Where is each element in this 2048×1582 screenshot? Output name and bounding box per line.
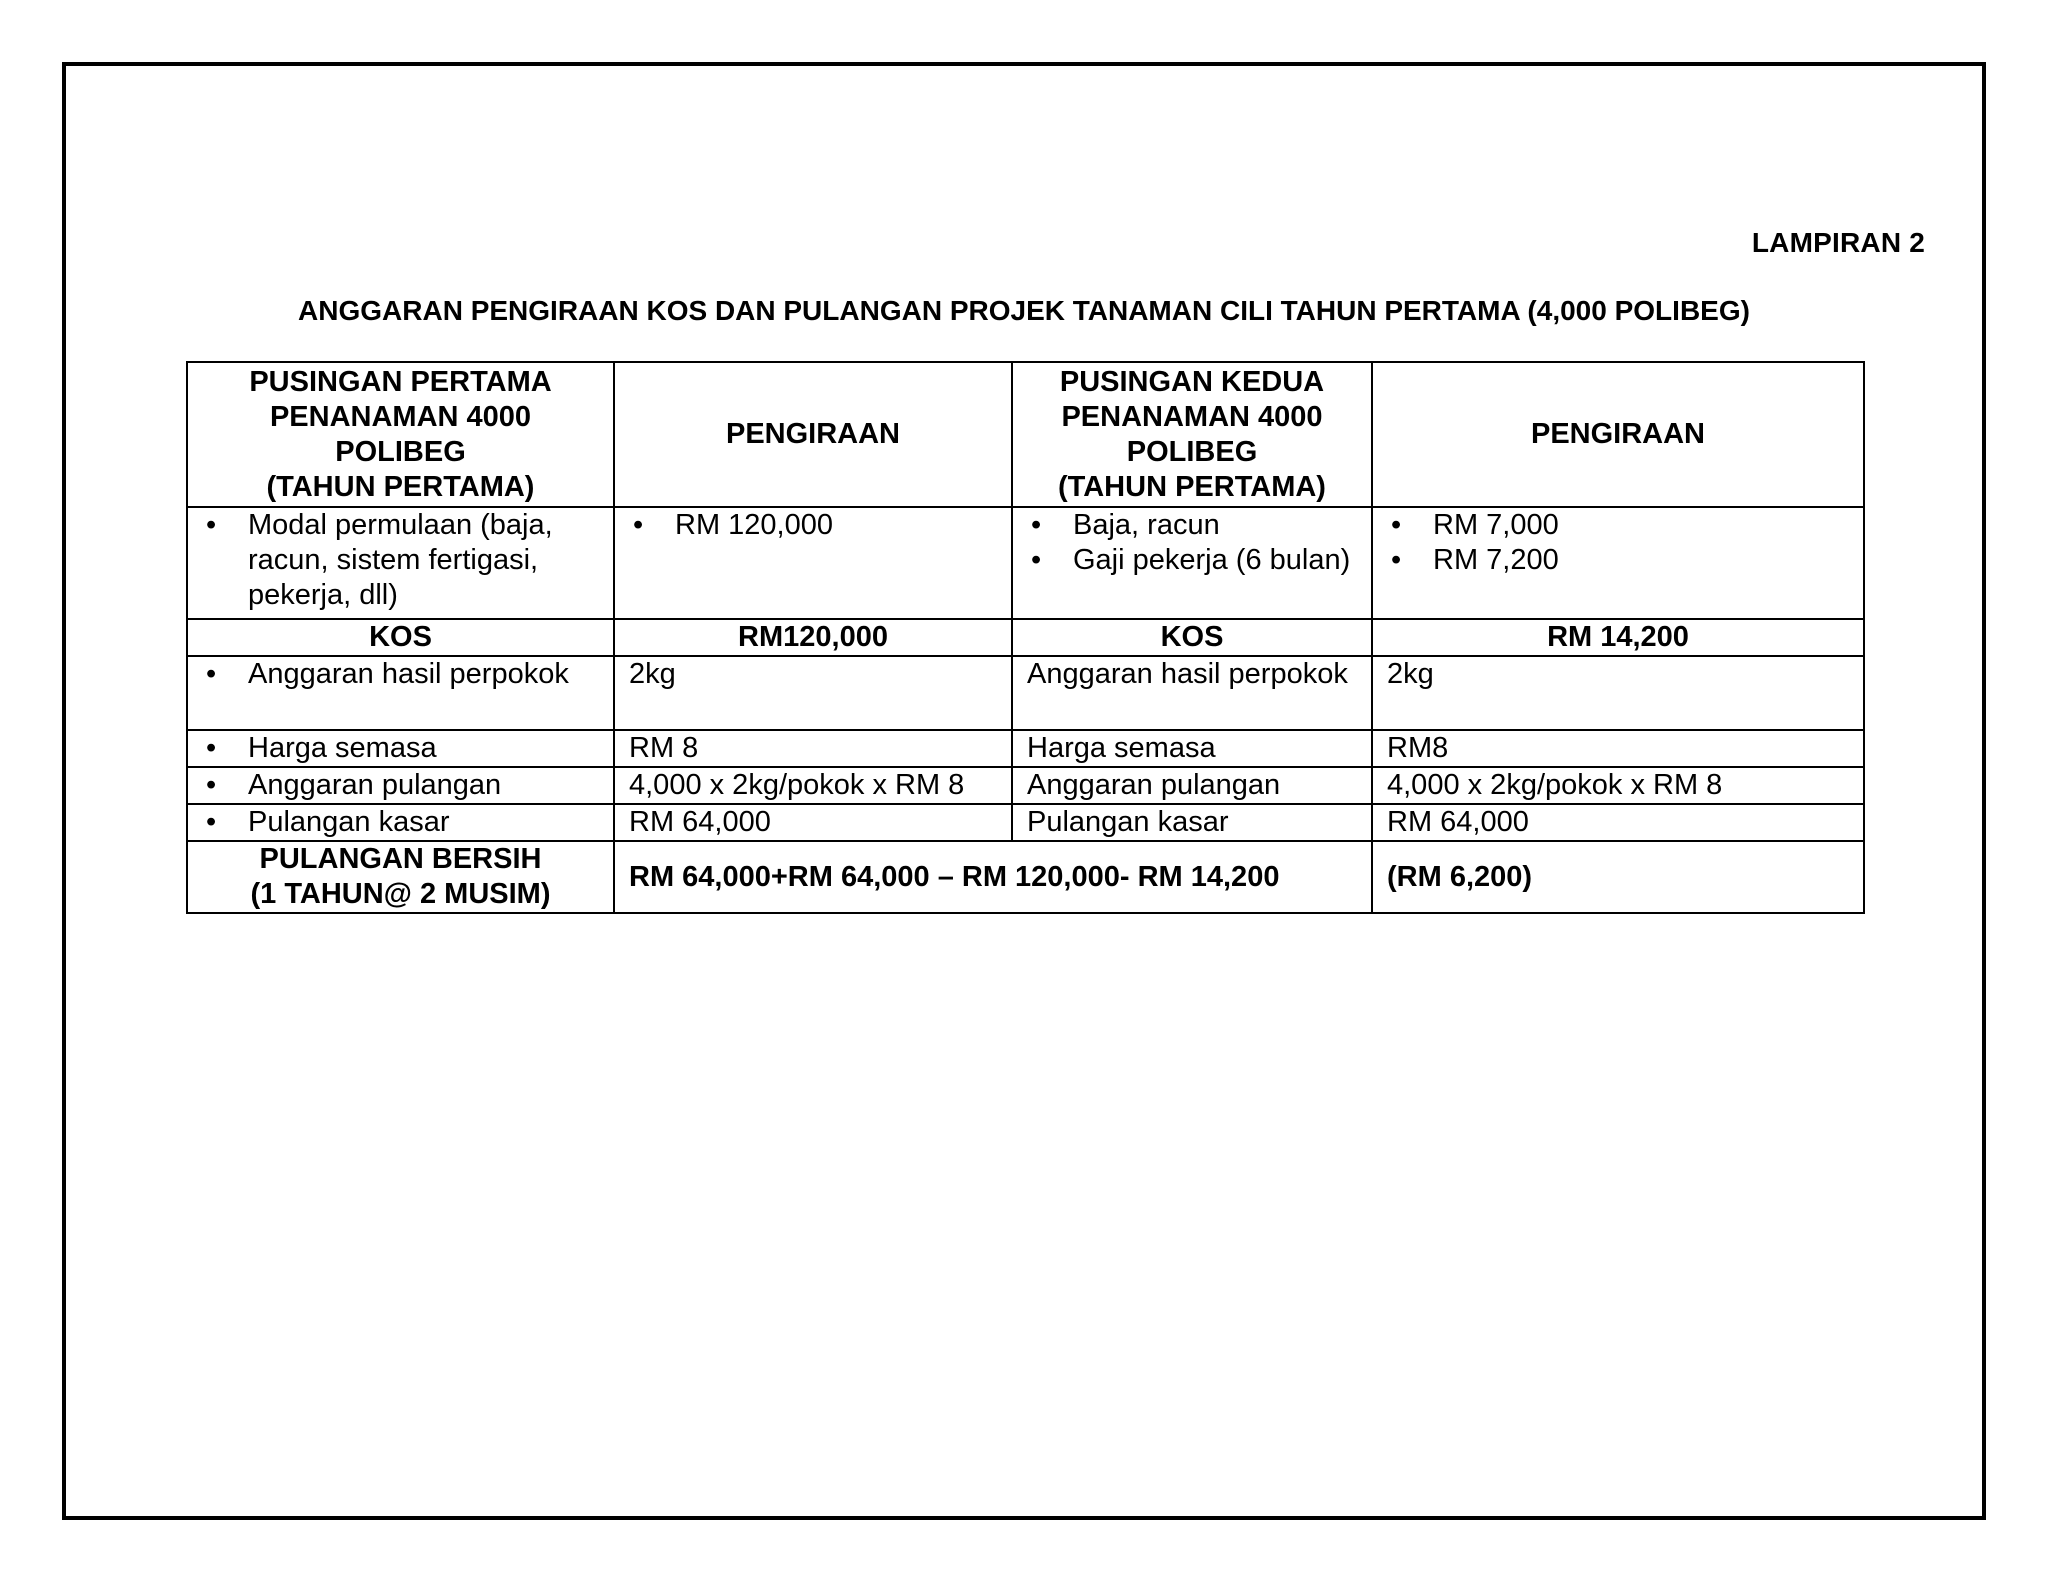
header-first-cycle-line: PENANAMAN 4000 (269, 400, 532, 433)
header-first-cycle (187, 362, 614, 507)
cost-return-table (186, 361, 1865, 914)
list-item: • Harga semasa (206, 732, 437, 764)
net-label-line: PULANGAN BERSIH (259, 843, 542, 875)
price-label-1 (187, 730, 614, 767)
net-label (187, 841, 614, 913)
cost-label-2: KOS (1012, 619, 1372, 656)
bullet-icon: • (1391, 509, 1402, 541)
list-item: • RM 7,200 (1391, 544, 1559, 576)
bullet-icon: • (633, 509, 644, 541)
header-first-cycle-line: POLIBEG (335, 435, 466, 468)
price-value-1: RM 8 (614, 730, 1012, 767)
header-calculation-1: PENGIRAAN (614, 362, 1012, 507)
list-item: • Anggaran pulangan (206, 769, 502, 801)
bullet-icon: • (1031, 509, 1042, 541)
bullet-icon: • (1031, 544, 1042, 576)
capital-cell-second-cycle (1012, 507, 1372, 619)
gross-value-2: RM 64,000 (1372, 804, 1864, 841)
list-item: • Anggaran hasil perpokok (206, 658, 569, 690)
capital-cell-first-cycle (187, 507, 614, 619)
estimate-label-1 (187, 767, 614, 804)
bullet-icon: • (206, 769, 217, 801)
header-first-cycle-line: (TAHUN PERTAMA) (266, 470, 535, 503)
list-item: • RM 120,000 (633, 509, 833, 541)
header-second-cycle-line: PUSINGAN KEDUA (1059, 365, 1325, 398)
net-calculation: RM 64,000+RM 64,000 – RM 120,000- RM 14,200 (614, 841, 1372, 913)
estimate-label-2: Anggaran pulangan (1012, 767, 1372, 804)
net-result: (RM 6,200) (1372, 841, 1864, 913)
price-label-2: Harga semasa (1012, 730, 1372, 767)
gross-row (187, 804, 1864, 841)
list-item: • RM 7,000 (1391, 509, 1559, 541)
capital-row (187, 507, 1864, 619)
bullet-icon: • (206, 732, 217, 764)
price-value-2: RM8 (1372, 730, 1864, 767)
header-second-cycle-line: POLIBEG (1126, 435, 1258, 468)
capital-cell-calculation-1 (614, 507, 1012, 619)
document-title: ANGGARAN PENGIRAAN KOS DAN PULANGAN PROJEK TANAMAN CILI TAHUN PERTAMA (4,000 POLIBEG) (298, 295, 1750, 326)
net-label-line: (1 TAHUN@ 2 MUSIM) (250, 878, 551, 910)
cost-value-1: RM120,000 (614, 619, 1012, 656)
header-second-cycle-line: PENANAMAN 4000 (1061, 400, 1323, 433)
yield-row (187, 656, 1864, 730)
estimate-value-1: 4,000 x 2kg/pokok x RM 8 (614, 767, 1012, 804)
price-row (187, 730, 1864, 767)
header-first-cycle-line: PUSINGAN PERTAMA (249, 365, 552, 398)
yield-value-1: 2kg (614, 656, 1012, 730)
table-header-row (187, 362, 1864, 507)
appendix-label: LAMPIRAN 2 (1751, 227, 1925, 258)
yield-label-2: Anggaran hasil perpokok (1012, 656, 1372, 730)
cost-row (187, 619, 1864, 656)
cost-value-2: RM 14,200 (1372, 619, 1864, 656)
list-item: • Baja, racun (1031, 509, 1220, 541)
gross-label-2: Pulangan kasar (1012, 804, 1372, 841)
capital-cell-calculation-2 (1372, 507, 1864, 619)
estimate-value-2: 4,000 x 2kg/pokok x RM 8 (1372, 767, 1864, 804)
gross-value-1: RM 64,000 (614, 804, 1012, 841)
list-item: • Pulangan kasar (206, 806, 450, 838)
bullet-icon: • (206, 509, 217, 541)
net-row (187, 841, 1864, 913)
yield-value-2: 2kg (1372, 656, 1864, 730)
bullet-icon: • (1391, 544, 1402, 576)
estimate-row (187, 767, 1864, 804)
cost-label-1: KOS (187, 619, 614, 656)
list-item: • Modal permulaan (baja, racun, sistem fertigasi, pekerja, dll) (206, 509, 553, 611)
list-item: • Gaji pekerja (6 bulan) (1031, 544, 1351, 576)
bullet-icon: • (206, 658, 217, 690)
header-second-cycle-line: (TAHUN PERTAMA) (1058, 470, 1326, 503)
bullet-icon: • (206, 806, 217, 838)
gross-label-1 (187, 804, 614, 841)
header-second-cycle (1012, 362, 1372, 507)
header-calculation-2: PENGIRAAN (1372, 362, 1864, 507)
yield-label-1 (187, 656, 614, 730)
